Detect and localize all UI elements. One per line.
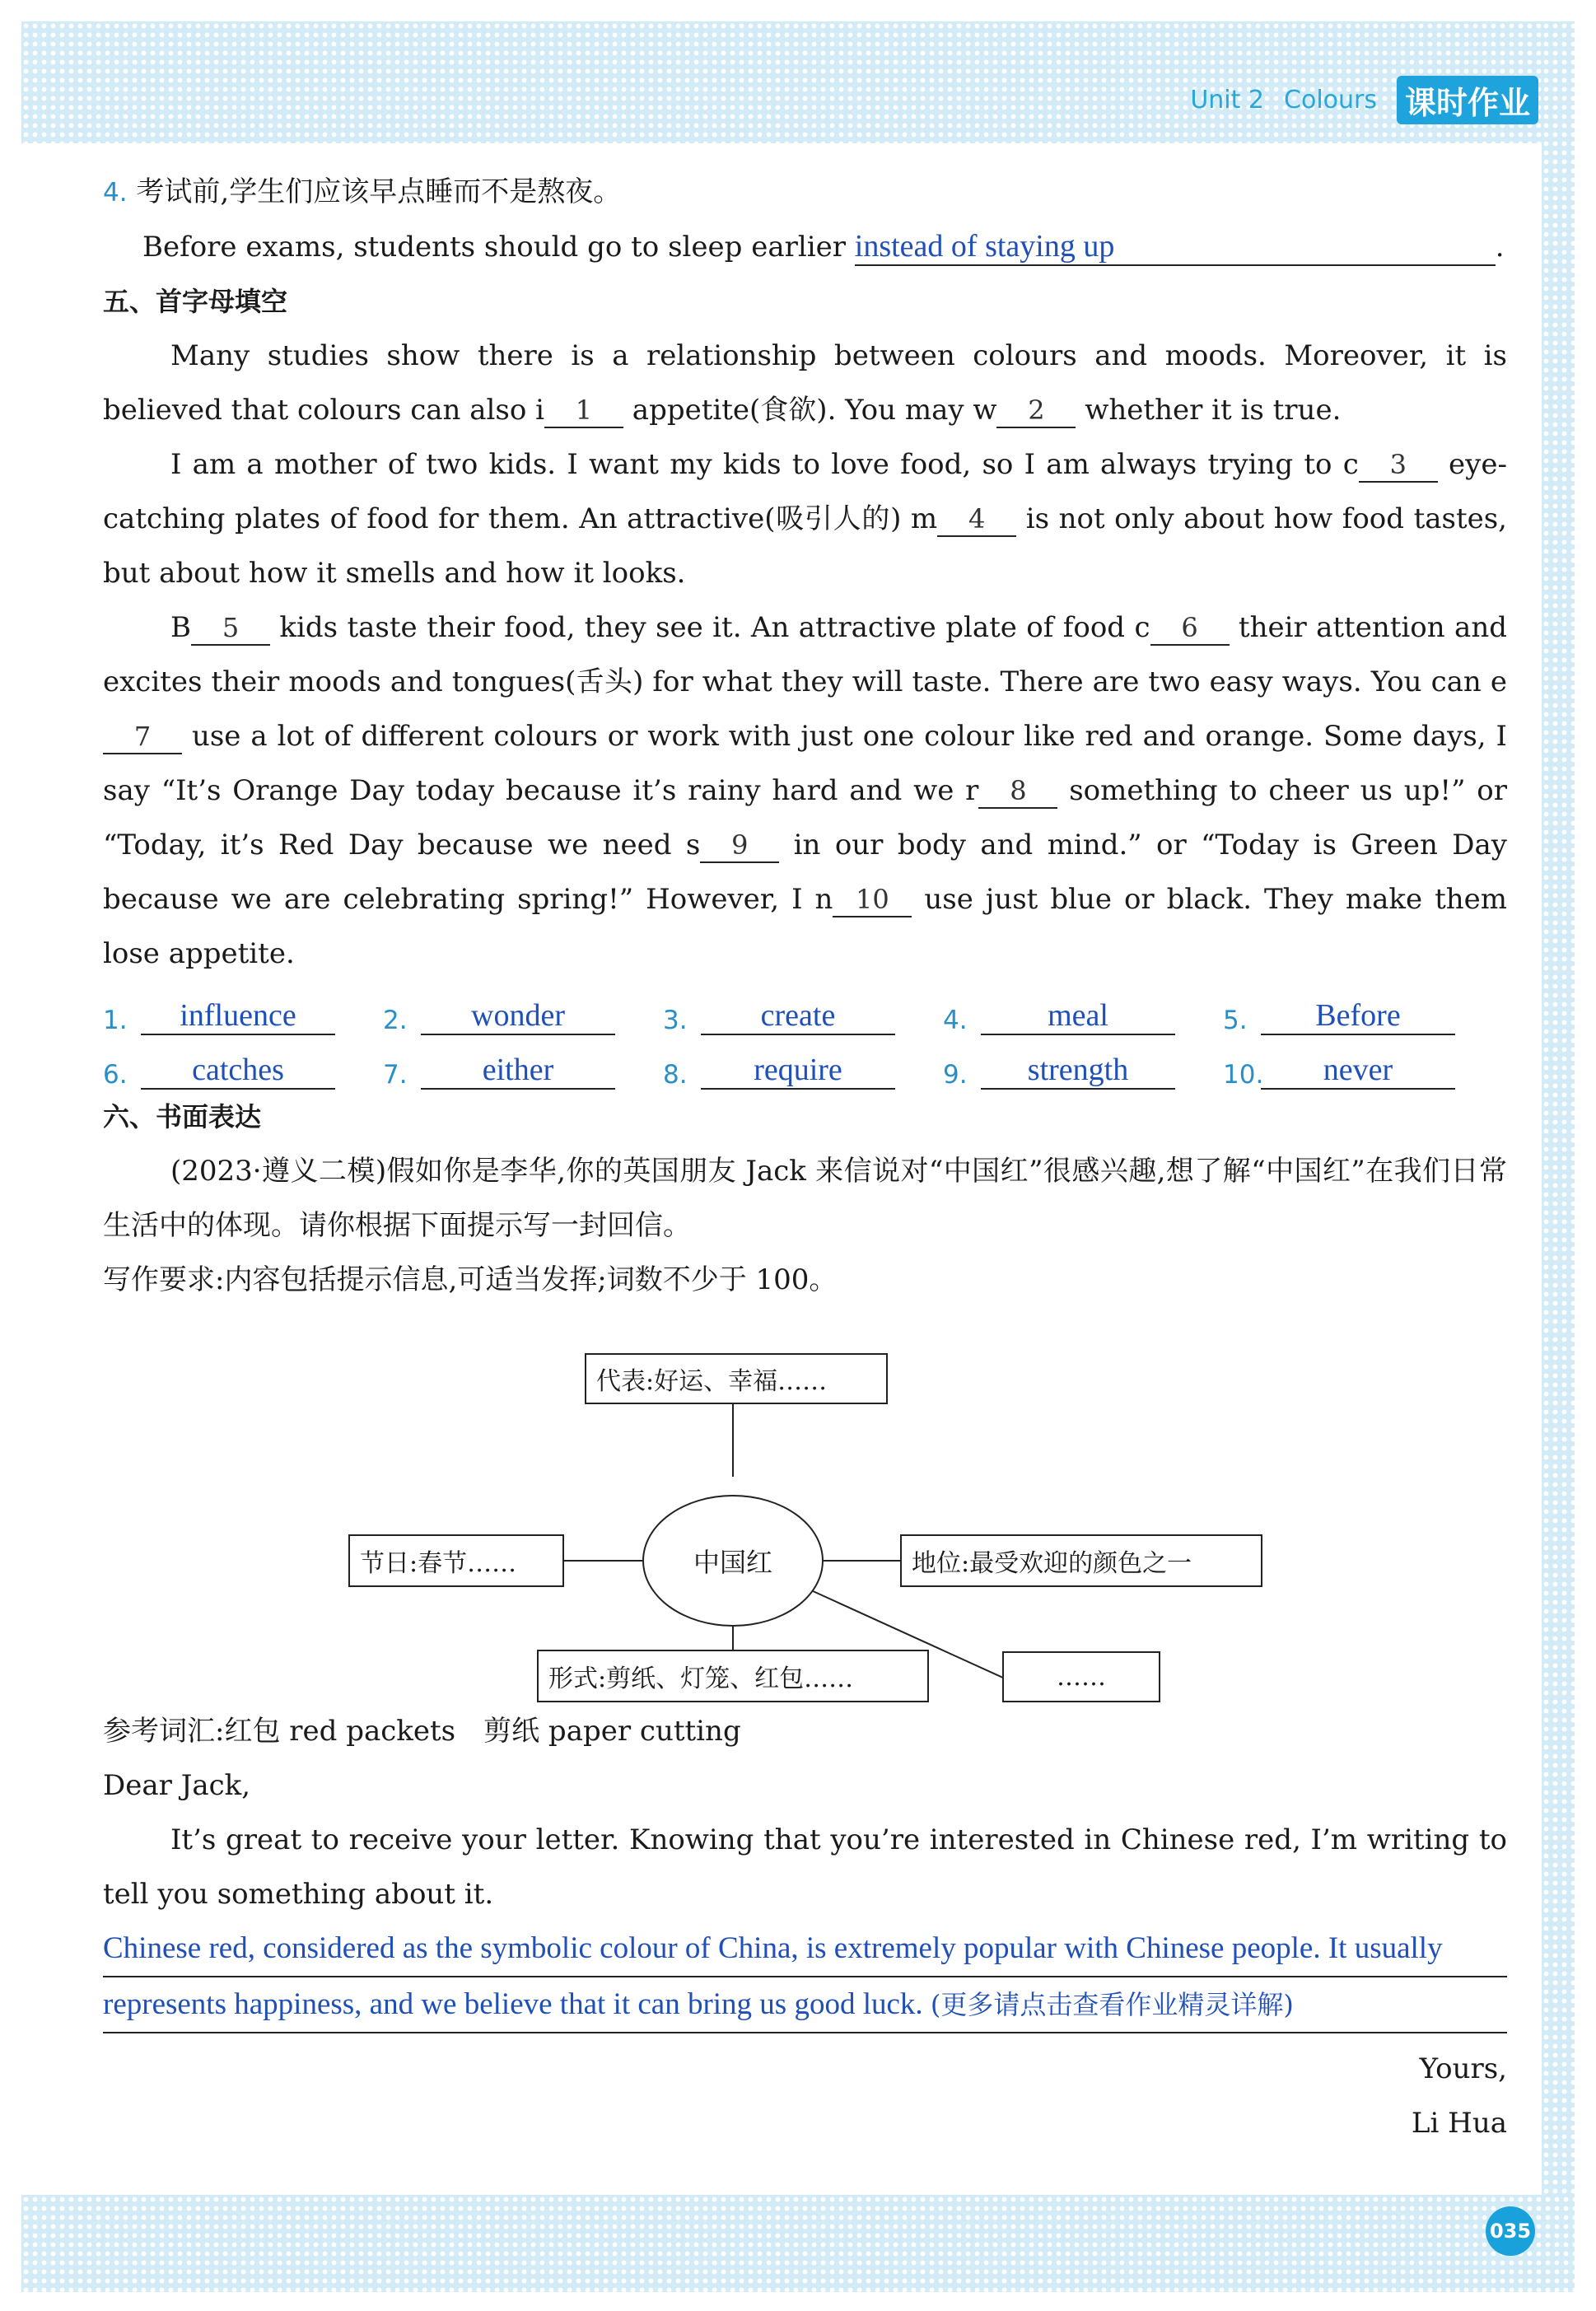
blank-3: 3: [1359, 448, 1438, 483]
p2-text-3: is not only about how food tastes, but about how it smells and how it looks.: [103, 502, 1507, 590]
blank-7: 7: [103, 720, 182, 754]
topic-label: Colours: [1284, 86, 1377, 114]
blank-5: 5: [191, 611, 270, 646]
p2-text-1: I am a mother of two kids. I want my kids to love food, so I am always trying to c: [170, 448, 1359, 481]
section6-title: 六、书面表达: [103, 1101, 262, 1132]
diagram-extra-box: ……: [1002, 1651, 1160, 1702]
section5-paragraph-1: [103, 329, 1507, 437]
answer-number: 1.: [103, 1006, 128, 1035]
q4-chinese: [103, 165, 1507, 220]
answer-number: 7.: [383, 1060, 408, 1090]
q4-chinese-text: 考试前,学生们应该早点睡而不是熬夜。: [136, 175, 622, 208]
q4-english: [103, 220, 1507, 274]
answer-text: never: [1261, 1052, 1455, 1090]
letter-opening: It’s great to receive your letter. Knowing that you’re interested in Chinese red, I’m writing to tell you something about it.: [103, 1823, 1507, 1911]
answer-text: influence: [141, 997, 335, 1035]
section6-intro: (2023·遵义二模)假如你是李华,你的英国朋友 Jack 来信说对“中国红”很感兴趣,想了解“中国红”在我们日常生活中的体现。请你根据下面提示写一封回信。: [103, 1155, 1507, 1242]
answer-number: 10.: [1223, 1060, 1264, 1090]
letter-signature: Li Hua: [1411, 2107, 1507, 2140]
p3-text-2: their attention and excites their moods and tongues(舌头) for what they will taste. There are two easy ways. You can e: [103, 611, 1507, 698]
p3-text-0: B: [170, 611, 191, 644]
answer-text: catches: [141, 1052, 335, 1090]
answer-item: [1223, 981, 1503, 1035]
section5-answers: [103, 981, 1507, 1090]
diagram-center: 中国红: [642, 1495, 824, 1627]
p1-text-2: appetite(食欲). You may w: [632, 394, 997, 427]
answer-text: either: [421, 1052, 615, 1090]
answer-number: 4.: [943, 1006, 968, 1035]
blank-10: 10: [833, 883, 912, 917]
page-header: [1190, 76, 1538, 124]
more-details-link[interactable]: (更多请点击查看作业精灵详解): [930, 1989, 1294, 2020]
p3-text-1: kids taste their food, they see it. An attractive plate of food c: [279, 611, 1150, 644]
answer-number: 9.: [943, 1060, 968, 1090]
letter-answer-line-1: Chinese red, considered as the symbolic colour of China, is extremely popular with Chinese people. It usually: [103, 1921, 1507, 1977]
answer-text: create: [701, 997, 895, 1035]
answer-item: [103, 1035, 383, 1090]
answer-item: [103, 981, 383, 1035]
blank-8: 8: [978, 774, 1057, 809]
p2-text-2: eye-catching plates of food for them. An attractive(吸引人的) m: [103, 448, 1507, 535]
q4-answer: instead of staying up: [855, 228, 1496, 266]
answer-item: [943, 981, 1223, 1035]
diagram-right-box: 地位:最受欢迎的颜色之一: [900, 1534, 1262, 1587]
blank-1: 1: [544, 394, 623, 428]
answer-number: 8.: [663, 1060, 688, 1090]
brand-logo: 课时作业: [1397, 76, 1538, 124]
answer-text: Before: [1261, 997, 1455, 1035]
answer-number: 6.: [103, 1060, 128, 1090]
answer-item: [663, 1035, 943, 1090]
q4-english-prefix: Before exams, students should go to sleep earlier: [142, 231, 846, 264]
answer-text: strength: [981, 1052, 1175, 1090]
p1-text-3: whether it is true.: [1085, 394, 1342, 427]
q4-number: 4.: [103, 178, 128, 208]
answer-text: meal: [981, 997, 1175, 1035]
blank-2: 2: [996, 394, 1076, 428]
diagram-left-box: 节日:春节……: [348, 1534, 564, 1587]
q4-end: .: [1495, 231, 1505, 264]
answer-number: 2.: [383, 1006, 408, 1035]
diagram-top-box: 代表:好运、幸福……: [585, 1353, 888, 1404]
answer-item: [663, 981, 943, 1035]
answer-text: wonder: [421, 997, 615, 1035]
answer-item: [1223, 1035, 1503, 1090]
blank-6: 6: [1150, 611, 1230, 646]
page-number: 035: [1486, 2206, 1535, 2256]
answer-item: [943, 1035, 1223, 1090]
footer-band: [21, 2195, 1575, 2292]
blank-4: 4: [937, 502, 1016, 537]
answer-number: 5.: [1223, 1006, 1248, 1035]
diagram-bottom-box: 形式:剪纸、灯笼、红包……: [537, 1650, 929, 1702]
answer-item: [383, 1035, 663, 1090]
section5-paragraph-3: [103, 600, 1507, 981]
p3-text-4: something to cheer us up!” or “Today, it’s Red Day because we need s: [103, 774, 1507, 861]
p3-text-6: use just blue or black. They make them lose appetite.: [103, 883, 1507, 970]
section6-vocab: 参考词汇:红包 red packets 剪纸 paper cutting: [103, 1715, 741, 1748]
side-band: [1542, 21, 1575, 2292]
blank-9: 9: [700, 829, 779, 863]
answer-number: 3.: [663, 1006, 688, 1035]
letter-closing: Yours,: [1419, 2052, 1507, 2085]
letter-answer-text: represents happiness, and we believe that it can bring us good luck.: [103, 1987, 923, 2021]
mind-map-diagram: [103, 1312, 1507, 1699]
unit-label: Unit 2: [1190, 86, 1265, 114]
section5-title: 五、首字母填空: [103, 286, 288, 317]
p3-text-5: in our body and mind.” or “Today is Green Day because we are celebrating spring!” However, I n: [103, 829, 1507, 916]
letter-answer-line-2: [103, 1977, 1507, 2033]
section5-paragraph-2: [103, 437, 1507, 600]
p1-text-1: Many studies show there is a relationship between colours and moods. Moreover, it is believed that colours can also i: [103, 339, 1507, 427]
answer-text: require: [701, 1052, 895, 1090]
letter-greeting: Dear Jack,: [103, 1769, 251, 1802]
answer-item: [383, 981, 663, 1035]
p3-text-3: use a lot of different colours or work with just one colour like red and orange. Some days, I say “It’s Orange Day today because it’s rainy hard and we r: [103, 720, 1507, 807]
section6-requirements: 写作要求:内容包括提示信息,可适当发挥;词数不少于 100。: [103, 1263, 838, 1296]
page-content: [103, 165, 1507, 2150]
